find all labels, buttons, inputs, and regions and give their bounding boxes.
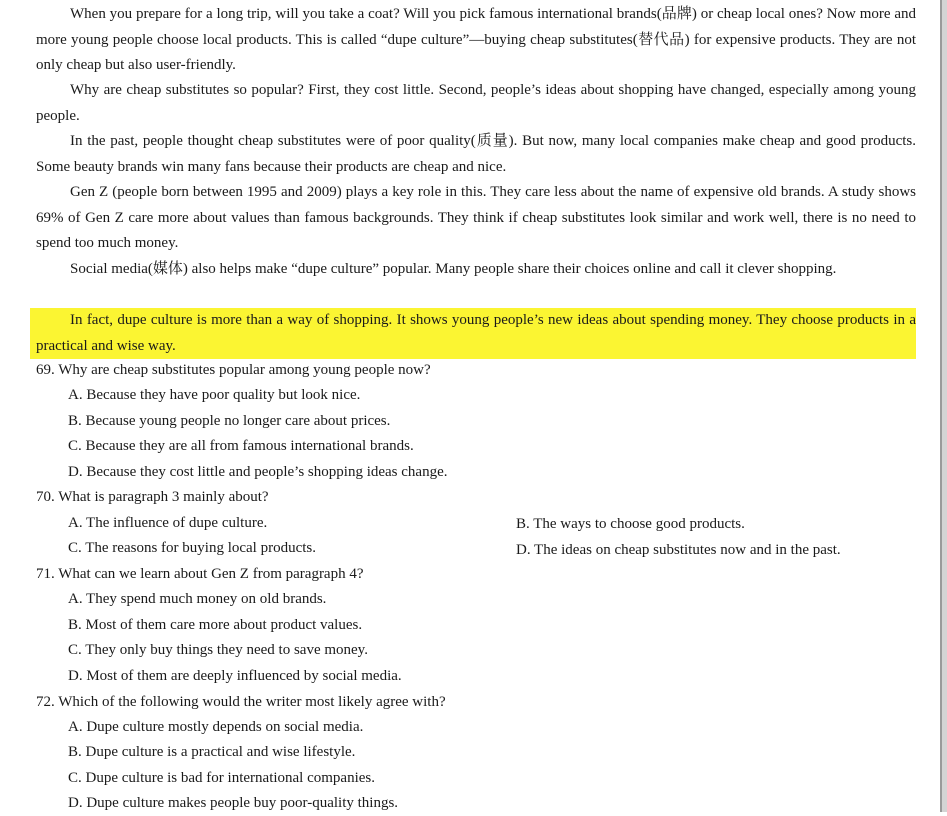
option-b: B. Dupe culture is a practical and wise lifestyle. [68,744,356,760]
option-c: C. The reasons for buying local products. [68,540,317,556]
option-b: B. The ways to choose good products. [516,516,745,532]
option-a: A. They spend much money on old brands. [68,591,327,607]
question-stem: 71. What can we learn about Gen Z from paragraph 4? [36,566,364,582]
question-stem: 69. Why are cheap substitutes popular among young people now? [36,362,431,378]
option-c: C. Dupe culture is bad for international companies. [68,770,375,786]
option-a: A. The influence of dupe culture. [68,515,268,531]
option-b: B. Most of them care more about product values. [68,617,363,633]
option-d: D. Most of them are deeply influenced by social media. [68,668,402,684]
paragraph-5: Social media(媒体) also helps make “dupe culture” popular. Many people share their choices online and call it clever shopping. [70,261,837,277]
paragraph-3: In the past, people thought cheap substitutes were of poor quality(质量). But now, many local companies make cheap and good products. Some beauty brands win many fans because their products are cheap and nice. [36,133,916,175]
option-c: C. They only buy things they need to save money. [68,642,368,658]
page-edge-shadow [942,0,947,812]
option-d: D. Because they cost little and people’s shopping ideas change. [68,464,448,480]
paragraph-4: Gen Z (people born between 1995 and 2009) plays a key role in this. They care less about the name of expensive old brands. A study shows 69% of Gen Z care more about values than famous backgrounds. They think if cheap substitutes look similar and work well, there is no need to spend too much money. [36,184,916,251]
option-c: C. Because they are all from famous international brands. [68,438,414,454]
option-a: A. Dupe culture mostly depends on social media. [68,719,364,735]
paragraph-6-highlighted: In fact, dupe culture is more than a way of shopping. It shows young people’s new ideas about spending money. They choose products in a practical and wise way. [30,308,916,359]
paragraph-1: When you prepare for a long trip, will you take a coat? Will you pick famous international brands(品牌) or cheap local ones? Now more and more young people choose local products. This is called “dupe culture”—buying cheap substitutes(替代品) for expensive products. They are not only cheap but also user-friendly. [36,6,916,73]
question-stem: 70. What is paragraph 3 mainly about? [36,489,269,505]
paragraph-2: Why are cheap substitutes so popular? First, they cost little. Second, people’s ideas about shopping have changed, especially among young people. [36,82,916,124]
option-b: B. Because young people no longer care about prices. [68,413,391,429]
option-d: D. The ideas on cheap substitutes now and in the past. [516,542,841,558]
option-a: A. Because they have poor quality but look nice. [68,387,361,403]
option-d: D. Dupe culture makes people buy poor-quality things. [68,795,399,811]
question-stem: 72. Which of the following would the writer most likely agree with? [36,694,446,710]
